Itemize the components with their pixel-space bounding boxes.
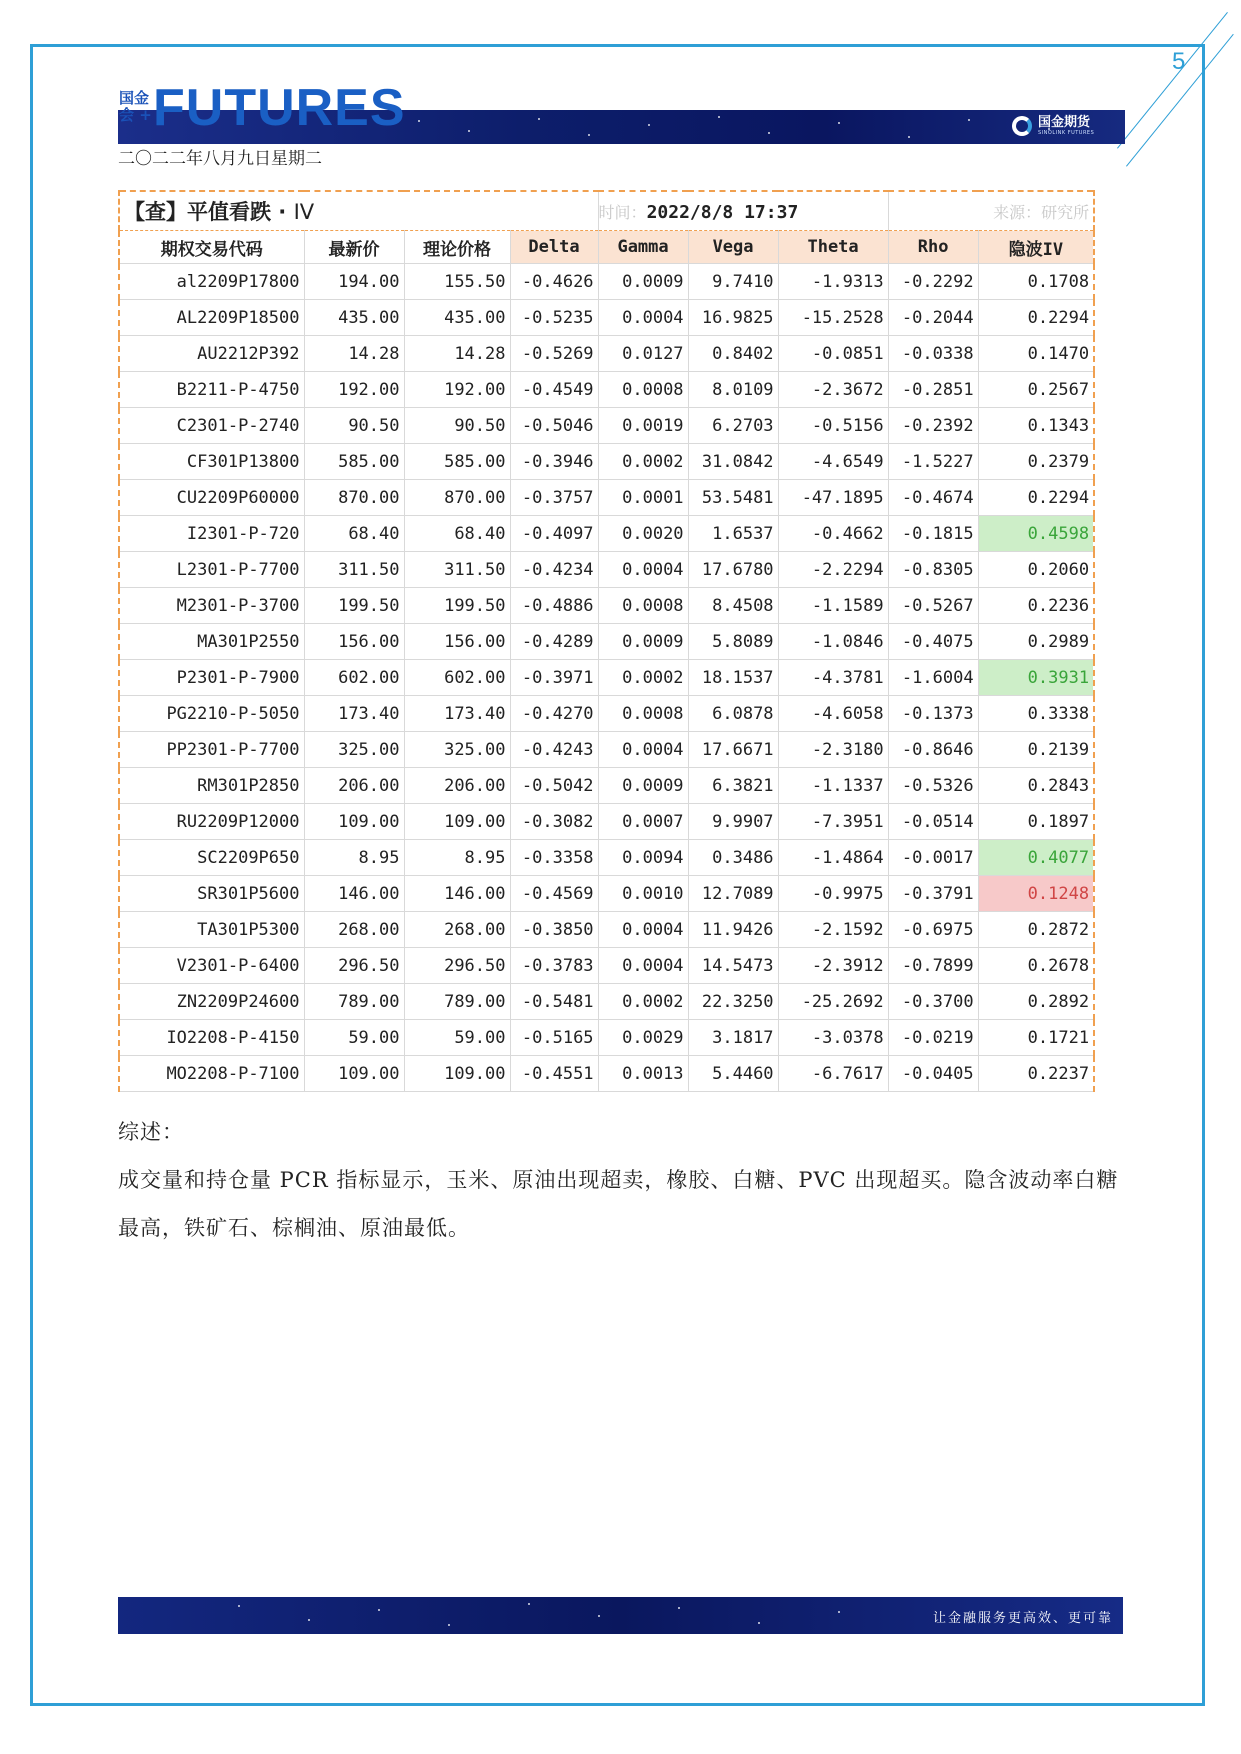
footer-slogan: 让金融服务更高效、更可靠 (932, 1611, 1113, 1626)
table-cell: 0.0002 (598, 444, 688, 480)
table-cell: 0.2678 (978, 948, 1094, 984)
table-cell: -0.0514 (888, 804, 978, 840)
table-cell: -2.3672 (778, 372, 888, 408)
table-cell: 0.0004 (598, 300, 688, 336)
table-title-row (119, 191, 1094, 231)
table-cell: 109.00 (404, 804, 510, 840)
table-cell: 435.00 (404, 300, 510, 336)
table-cell: -0.3946 (510, 444, 598, 480)
table-cell: 0.0004 (598, 732, 688, 768)
table-row (119, 444, 1094, 480)
table-title: 【查】平值看跌 · IV (119, 191, 598, 231)
table-cell: 0.2236 (978, 588, 1094, 624)
table-cell: 602.00 (304, 660, 404, 696)
table-cell: 0.0010 (598, 876, 688, 912)
column-header: 隐波IV (978, 231, 1094, 264)
table-cell: -0.3783 (510, 948, 598, 984)
table-cell: 6.2703 (688, 408, 778, 444)
option-code-cell: RU2209P12000 (119, 804, 304, 840)
table-cell: 268.00 (304, 912, 404, 948)
table-cell: -0.6975 (888, 912, 978, 948)
table-cell: 325.00 (404, 732, 510, 768)
table-cell: 0.0029 (598, 1020, 688, 1056)
table-cell: -0.3358 (510, 840, 598, 876)
table-cell: 0.1470 (978, 336, 1094, 372)
option-code-cell: L2301-P-7700 (119, 552, 304, 588)
table-cell: 59.00 (304, 1020, 404, 1056)
table-cell: 146.00 (404, 876, 510, 912)
table-cell: -0.4551 (510, 1056, 598, 1092)
option-code-cell: AU2212P392 (119, 336, 304, 372)
table-cell: -2.3912 (778, 948, 888, 984)
table-cell: 0.0002 (598, 660, 688, 696)
table-cell: -0.0219 (888, 1020, 978, 1056)
table-row (119, 1056, 1094, 1092)
table-cell: 0.3338 (978, 696, 1094, 732)
table-cell: -0.5326 (888, 768, 978, 804)
table-cell: -0.4886 (510, 588, 598, 624)
table-cell: -0.4243 (510, 732, 598, 768)
table-cell: -0.0405 (888, 1056, 978, 1092)
column-header: 最新价 (304, 231, 404, 264)
footer-banner (118, 1597, 1123, 1634)
table-cell: -0.4674 (888, 480, 978, 516)
options-table (118, 190, 1093, 1084)
table-row (119, 912, 1094, 948)
option-code-cell: SC2209P650 (119, 840, 304, 876)
table-cell: 192.00 (404, 372, 510, 408)
table-cell: 17.6780 (688, 552, 778, 588)
table-cell: 3.1817 (688, 1020, 778, 1056)
table-cell: 0.4077 (978, 840, 1094, 876)
table-cell: -0.4569 (510, 876, 598, 912)
table-cell: 0.8402 (688, 336, 778, 372)
table-cell: 9.7410 (688, 264, 778, 300)
table-cell: 0.0004 (598, 912, 688, 948)
table-cell: -0.1815 (888, 516, 978, 552)
table-cell: 0.0019 (598, 408, 688, 444)
table-cell: 0.0013 (598, 1056, 688, 1092)
table-row (119, 804, 1094, 840)
table-cell: 268.00 (404, 912, 510, 948)
table-cell: -0.3700 (888, 984, 978, 1020)
table-cell: 311.50 (304, 552, 404, 588)
column-header: Delta (510, 231, 598, 264)
option-code-cell: RM301P2850 (119, 768, 304, 804)
table-cell: -0.7899 (888, 948, 978, 984)
table-cell: 1.6537 (688, 516, 778, 552)
table-row (119, 768, 1094, 804)
table-row (119, 948, 1094, 984)
table-cell: 199.50 (404, 588, 510, 624)
table-cell: 0.0009 (598, 264, 688, 300)
table-cell: 0.2872 (978, 912, 1094, 948)
table-cell: -1.4864 (778, 840, 888, 876)
table-cell: -0.3791 (888, 876, 978, 912)
table-cell: 14.28 (304, 336, 404, 372)
table-cell: 5.4460 (688, 1056, 778, 1092)
table-cell: 109.00 (404, 1056, 510, 1092)
table-cell: -2.2294 (778, 552, 888, 588)
table-cell: -2.1592 (778, 912, 888, 948)
table-cell: -0.4662 (778, 516, 888, 552)
table-cell: -0.4097 (510, 516, 598, 552)
option-code-cell: SR301P5600 (119, 876, 304, 912)
table-row (119, 732, 1094, 768)
table-cell: 31.0842 (688, 444, 778, 480)
table-row (119, 408, 1094, 444)
table-cell: -2.3180 (778, 732, 888, 768)
table-cell: 0.0009 (598, 768, 688, 804)
brand-name: 国金期货 (1038, 115, 1091, 130)
column-header: Theta (778, 231, 888, 264)
table-cell: 602.00 (404, 660, 510, 696)
column-header: Rho (888, 231, 978, 264)
table-cell: 0.0001 (598, 480, 688, 516)
table-cell: -0.0017 (888, 840, 978, 876)
table-cell: 296.50 (304, 948, 404, 984)
table-cell: 0.0004 (598, 948, 688, 984)
table-cell: 870.00 (404, 480, 510, 516)
table-cell: 0.0004 (598, 552, 688, 588)
table-cell: 192.00 (304, 372, 404, 408)
table-cell: 8.4508 (688, 588, 778, 624)
table-cell: 6.3821 (688, 768, 778, 804)
table-cell: -0.3082 (510, 804, 598, 840)
option-code-cell: B2211-P-4750 (119, 372, 304, 408)
table-cell: -0.5042 (510, 768, 598, 804)
table-cell: 0.4598 (978, 516, 1094, 552)
table-cell: 0.2237 (978, 1056, 1094, 1092)
table-cell: 789.00 (304, 984, 404, 1020)
table-cell: 11.9426 (688, 912, 778, 948)
table-cell: 5.8089 (688, 624, 778, 660)
table-cell: 146.00 (304, 876, 404, 912)
table-cell: 0.0002 (598, 984, 688, 1020)
table-cell: 14.5473 (688, 948, 778, 984)
summary-text: 成交量和持仓量 PCR 指标显示，玉米、原油出现超卖，橡胶、白糖、PVC 出现超买。隐含波动率白糖最高，铁矿石、棕榈油、原油最低。 (118, 1168, 1119, 1240)
table-cell: 0.0008 (598, 372, 688, 408)
table-cell: -0.8305 (888, 552, 978, 588)
table-cell: 0.3486 (688, 840, 778, 876)
table-cell: 0.2294 (978, 480, 1094, 516)
table-cell: 0.2989 (978, 624, 1094, 660)
brand-logo (1012, 116, 1094, 136)
table-cell: -0.1373 (888, 696, 978, 732)
table-cell: -1.9313 (778, 264, 888, 300)
table-cell: 0.0020 (598, 516, 688, 552)
table-cell: 14.28 (404, 336, 510, 372)
table-cell: -6.7617 (778, 1056, 888, 1092)
table-cell: 173.40 (304, 696, 404, 732)
table-cell: 90.50 (404, 408, 510, 444)
table-cell: 585.00 (404, 444, 510, 480)
summary-heading: 综述： (118, 1120, 184, 1144)
table-cell: -0.0338 (888, 336, 978, 372)
table-cell: 0.2843 (978, 768, 1094, 804)
table-header-row (119, 231, 1094, 264)
table-cell: -0.0851 (778, 336, 888, 372)
table-row (119, 372, 1094, 408)
table-cell: 17.6671 (688, 732, 778, 768)
table-cell: 206.00 (404, 768, 510, 804)
table-cell: 206.00 (304, 768, 404, 804)
option-code-cell: V2301-P-6400 (119, 948, 304, 984)
table-cell: -1.5227 (888, 444, 978, 480)
table-cell: 53.5481 (688, 480, 778, 516)
table-row (119, 660, 1094, 696)
table-cell: 311.50 (404, 552, 510, 588)
table-cell: 789.00 (404, 984, 510, 1020)
table-cell: 155.50 (404, 264, 510, 300)
table-cell: -0.9975 (778, 876, 888, 912)
table-cell: -0.4234 (510, 552, 598, 588)
column-header: 期权交易代码 (119, 231, 304, 264)
table-cell: 0.1343 (978, 408, 1094, 444)
table-row (119, 300, 1094, 336)
table-cell: 9.9907 (688, 804, 778, 840)
table-cell: -4.6549 (778, 444, 888, 480)
table-cell: 109.00 (304, 804, 404, 840)
option-code-cell: I2301-P-720 (119, 516, 304, 552)
table-cell: -0.4289 (510, 624, 598, 660)
table-cell: 68.40 (304, 516, 404, 552)
table-cell: 870.00 (304, 480, 404, 516)
option-code-cell: ZN2209P24600 (119, 984, 304, 1020)
table-row (119, 840, 1094, 876)
table-cell: -0.5235 (510, 300, 598, 336)
table-cell: 0.0094 (598, 840, 688, 876)
table-cell: -7.3951 (778, 804, 888, 840)
option-code-cell: TA301P5300 (119, 912, 304, 948)
table-cell: -0.5165 (510, 1020, 598, 1056)
option-code-cell: MA301P2550 (119, 624, 304, 660)
table-row (119, 516, 1094, 552)
table-row (119, 588, 1094, 624)
table-cell: -1.1337 (778, 768, 888, 804)
column-header: Gamma (598, 231, 688, 264)
logo-chinese: 国金 会 + (119, 89, 152, 124)
column-header: Vega (688, 231, 778, 264)
table-cell: 325.00 (304, 732, 404, 768)
table-cell: 8.0109 (688, 372, 778, 408)
timestamp: 时间：2022/8/8 17:37 (598, 191, 888, 231)
brand-circle-icon (1012, 116, 1032, 136)
table-cell: 0.3931 (978, 660, 1094, 696)
table-cell: 0.1897 (978, 804, 1094, 840)
table-cell: 0.2139 (978, 732, 1094, 768)
report-date: 二〇二二年八月九日星期二 (118, 149, 322, 169)
summary-section (118, 1108, 1128, 1252)
table-cell: -4.3781 (778, 660, 888, 696)
table-row (119, 552, 1094, 588)
table-row (119, 984, 1094, 1020)
table-cell: 59.00 (404, 1020, 510, 1056)
table-cell: -0.3971 (510, 660, 598, 696)
table-cell: 585.00 (304, 444, 404, 480)
table-cell: -47.1895 (778, 480, 888, 516)
table-cell: 8.95 (404, 840, 510, 876)
table-cell: -0.5267 (888, 588, 978, 624)
table-row (119, 336, 1094, 372)
table-cell: 109.00 (304, 1056, 404, 1092)
table-cell: 0.0127 (598, 336, 688, 372)
table-cell: -0.2851 (888, 372, 978, 408)
table-cell: 0.0009 (598, 624, 688, 660)
table-cell: 68.40 (404, 516, 510, 552)
option-code-cell: al2209P17800 (119, 264, 304, 300)
table-cell: 16.9825 (688, 300, 778, 336)
table-cell: 0.1721 (978, 1020, 1094, 1056)
table-row (119, 1020, 1094, 1056)
table-cell: 156.00 (404, 624, 510, 660)
table-cell: -0.5269 (510, 336, 598, 372)
table-cell: -0.2392 (888, 408, 978, 444)
table-cell: -0.5156 (778, 408, 888, 444)
table-cell: -0.5046 (510, 408, 598, 444)
option-code-cell: PG2210-P-5050 (119, 696, 304, 732)
table-row (119, 696, 1094, 732)
table-cell: -1.1589 (778, 588, 888, 624)
table-cell: -0.4626 (510, 264, 598, 300)
logo-futures: FUTURES (153, 79, 406, 137)
table-cell: -0.3850 (510, 912, 598, 948)
table-row (119, 480, 1094, 516)
option-code-cell: C2301-P-2740 (119, 408, 304, 444)
table-cell: 0.2294 (978, 300, 1094, 336)
table-row (119, 876, 1094, 912)
table-cell: 22.3250 (688, 984, 778, 1020)
table-row (119, 624, 1094, 660)
table-cell: -25.2692 (778, 984, 888, 1020)
option-code-cell: P2301-P-7900 (119, 660, 304, 696)
brand-subtitle: SINOLINK FUTURES (1038, 130, 1095, 136)
table-cell: 12.7089 (688, 876, 778, 912)
table-cell: 0.1248 (978, 876, 1094, 912)
table-cell: 0.1708 (978, 264, 1094, 300)
table-cell: 199.50 (304, 588, 404, 624)
table-cell: 0.2060 (978, 552, 1094, 588)
table-cell: -1.6004 (888, 660, 978, 696)
table-cell: -0.5481 (510, 984, 598, 1020)
table-cell: -0.8646 (888, 732, 978, 768)
option-code-cell: AL2209P18500 (119, 300, 304, 336)
table-cell: 296.50 (404, 948, 510, 984)
page-number: 5 (1172, 48, 1186, 75)
table-cell: -0.4549 (510, 372, 598, 408)
option-code-cell: PP2301-P-7700 (119, 732, 304, 768)
table-cell: 6.0878 (688, 696, 778, 732)
data-source: 来源：研究所 (888, 191, 1094, 231)
table-cell: -0.4075 (888, 624, 978, 660)
table-cell: 435.00 (304, 300, 404, 336)
table-cell: -4.6058 (778, 696, 888, 732)
option-code-cell: CU2209P60000 (119, 480, 304, 516)
option-code-cell: IO2208-P-4150 (119, 1020, 304, 1056)
table-row (119, 264, 1094, 300)
table-cell: 156.00 (304, 624, 404, 660)
option-code-cell: MO2208-P-7100 (119, 1056, 304, 1092)
table-cell: 0.0008 (598, 696, 688, 732)
table-cell: 194.00 (304, 264, 404, 300)
option-code-cell: CF301P13800 (119, 444, 304, 480)
table-cell: -0.4270 (510, 696, 598, 732)
table-cell: 90.50 (304, 408, 404, 444)
table-cell: 0.0007 (598, 804, 688, 840)
table-cell: 173.40 (404, 696, 510, 732)
table-cell: 8.95 (304, 840, 404, 876)
table-cell: 0.0008 (598, 588, 688, 624)
table-cell: -1.0846 (778, 624, 888, 660)
table-cell: -15.2528 (778, 300, 888, 336)
table-cell: -3.0378 (778, 1020, 888, 1056)
column-header: 理论价格 (404, 231, 510, 264)
table-cell: -0.3757 (510, 480, 598, 516)
table-cell: 18.1537 (688, 660, 778, 696)
table-cell: -0.2292 (888, 264, 978, 300)
table-cell: 0.2567 (978, 372, 1094, 408)
option-code-cell: M2301-P-3700 (119, 588, 304, 624)
table-cell: -0.2044 (888, 300, 978, 336)
table-cell: 0.2379 (978, 444, 1094, 480)
table-cell: 0.2892 (978, 984, 1094, 1020)
